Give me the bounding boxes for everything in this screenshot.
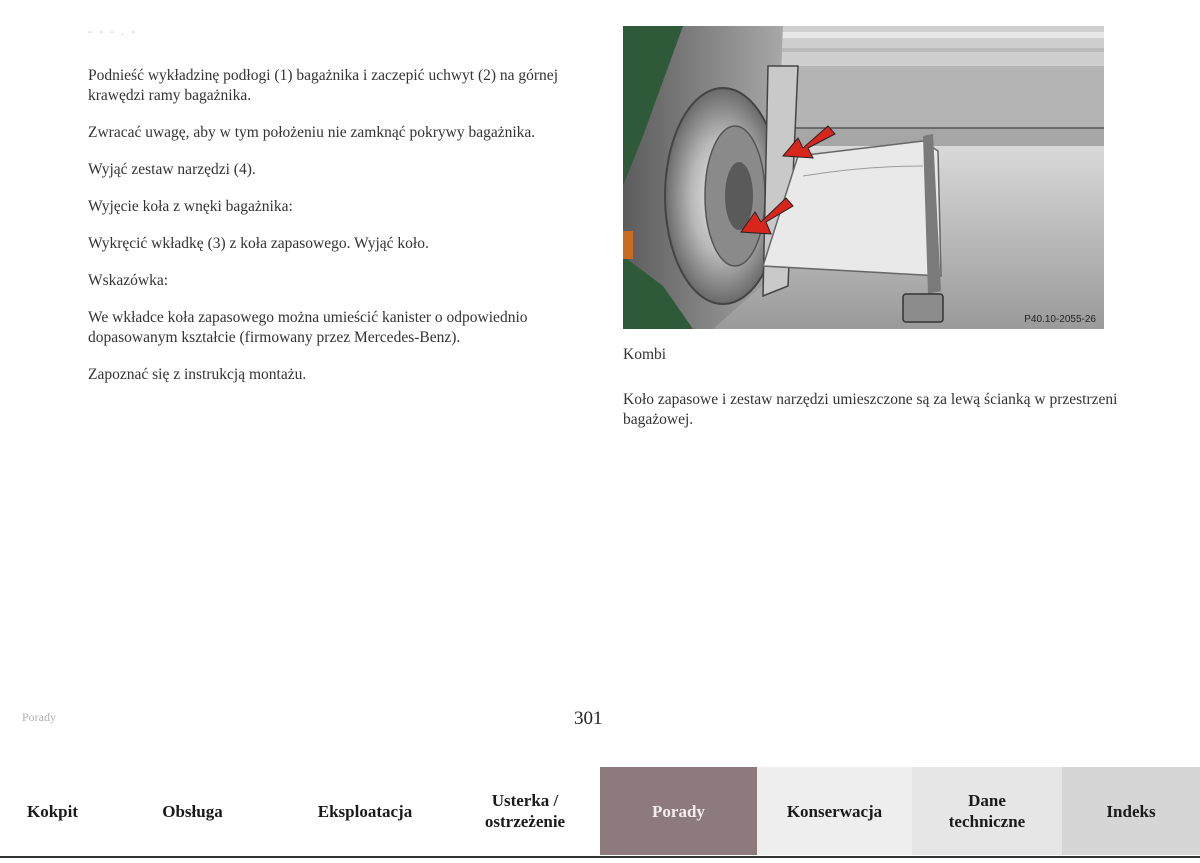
figure-code: P40.10-2055-26 [1024, 314, 1096, 325]
paragraph: Zapoznać się z instrukcją montażu. [88, 366, 307, 383]
tab-label: Obsługa [162, 801, 223, 821]
tab-indeks[interactable] [1062, 767, 1200, 855]
paragraph: Wyjąć zestaw narzędzi (4). [88, 161, 256, 178]
tab-label: Dane [968, 791, 1006, 810]
tab-label-line2: ostrzeżenie [484, 812, 566, 831]
trunk-photo [623, 26, 1104, 329]
tab-label: Eksploatacja [317, 801, 413, 821]
tab-label: Usterka / [491, 791, 559, 810]
tab-label-line2: techniczne [948, 812, 1026, 831]
figure-description: Koło zapasowe i zestaw narzędzi umieszczone są za lewą ścianką w przestrzeni bagażowej. [623, 391, 1118, 428]
tab-label: Konserwacja [786, 801, 883, 821]
bottom-rule [0, 856, 1200, 858]
paragraph: Wyjęcie koła z wnęki bagażnika: [88, 198, 293, 215]
paragraph: Zwracać uwagę, aby w tym położeniu nie zamknąć pokrywy bagażnika. [88, 124, 536, 141]
tab-obsluga[interactable] [105, 767, 280, 855]
tab-label: Kokpit [26, 801, 79, 821]
instruction-column [88, 66, 572, 402]
tab-porady[interactable] [600, 767, 757, 855]
tab-kokpit[interactable] [0, 767, 105, 855]
trunk-illustration [623, 26, 1104, 329]
figure-caption: Kombi [623, 346, 667, 363]
tab-usterka[interactable] [450, 767, 600, 855]
section-nav [0, 767, 1200, 855]
tab-label: Porady [652, 801, 705, 821]
page-number: 301 [574, 708, 603, 729]
tab-konserwacja[interactable] [757, 767, 912, 855]
paragraph-note-heading: Wskazówka: [88, 272, 169, 289]
faint-header-text: - - - . - [88, 24, 137, 38]
tab-label: Indeks [1106, 801, 1156, 821]
tab-dane-techniczne[interactable] [912, 767, 1062, 855]
paragraph-note: We wkładce koła zapasowego można umieścić kanister o odpowiednio dopasowanym kształcie (firmowany przez Mercedes-Benz). [88, 309, 528, 346]
paragraph: Podnieść wykładzinę podłogi (1) bagażnika i zaczepić uchwyt (2) na górnej krawędzi ramy bagażnika. [88, 67, 558, 104]
tab-eksploatacja[interactable] [280, 767, 450, 855]
footer-section-label: Porady [22, 710, 56, 724]
paragraph: Wykręcić wkładkę (3) z koła zapasowego. Wyjąć koło. [88, 235, 429, 252]
